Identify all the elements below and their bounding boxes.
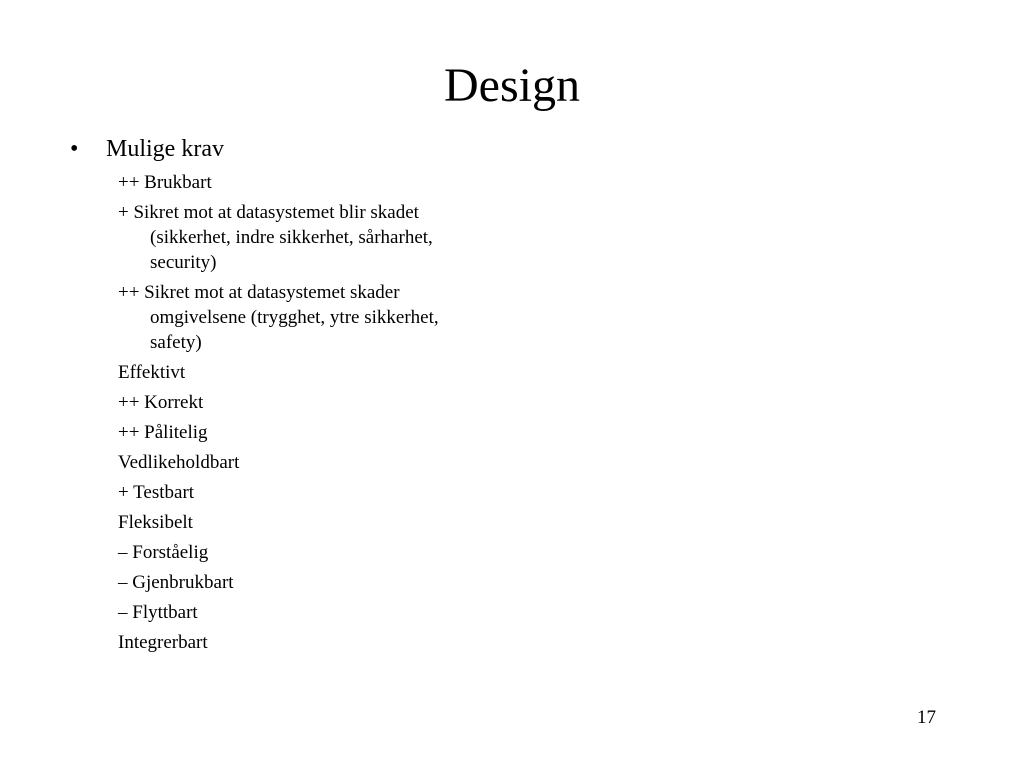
- list-item: Integrerbart: [118, 632, 208, 653]
- list-item: + Sikret mot at datasystemet blir skadet (sikkerhet, indre sikkerhet, sårharhet, security): [118, 202, 433, 273]
- list-item: Fleksibelt: [118, 512, 193, 533]
- list-item: ++ Pålitelig: [118, 422, 208, 443]
- main-bullet: [70, 134, 224, 164]
- list-item: ++ Brukbart: [118, 172, 212, 193]
- list-item: – Flyttbart: [118, 602, 198, 623]
- list-item: ++ Sikret mot at datasystemet skader omgivelsene (trygghet, ytre sikkerhet, safety): [118, 282, 439, 353]
- bullet-marker: •: [70, 136, 79, 162]
- main-bullet-text: Mulige krav: [106, 136, 224, 162]
- list-item: Vedlikeholdbart: [118, 452, 240, 473]
- requirements-list: [118, 170, 458, 660]
- list-item: + Testbart: [118, 482, 195, 503]
- list-item: Effektivt: [118, 362, 186, 383]
- page-number: 17: [917, 707, 936, 728]
- slide-title: Design: [444, 59, 580, 112]
- list-item: – Forståelig: [118, 542, 209, 563]
- list-item: ++ Korrekt: [118, 392, 204, 413]
- list-item: – Gjenbrukbart: [118, 572, 234, 593]
